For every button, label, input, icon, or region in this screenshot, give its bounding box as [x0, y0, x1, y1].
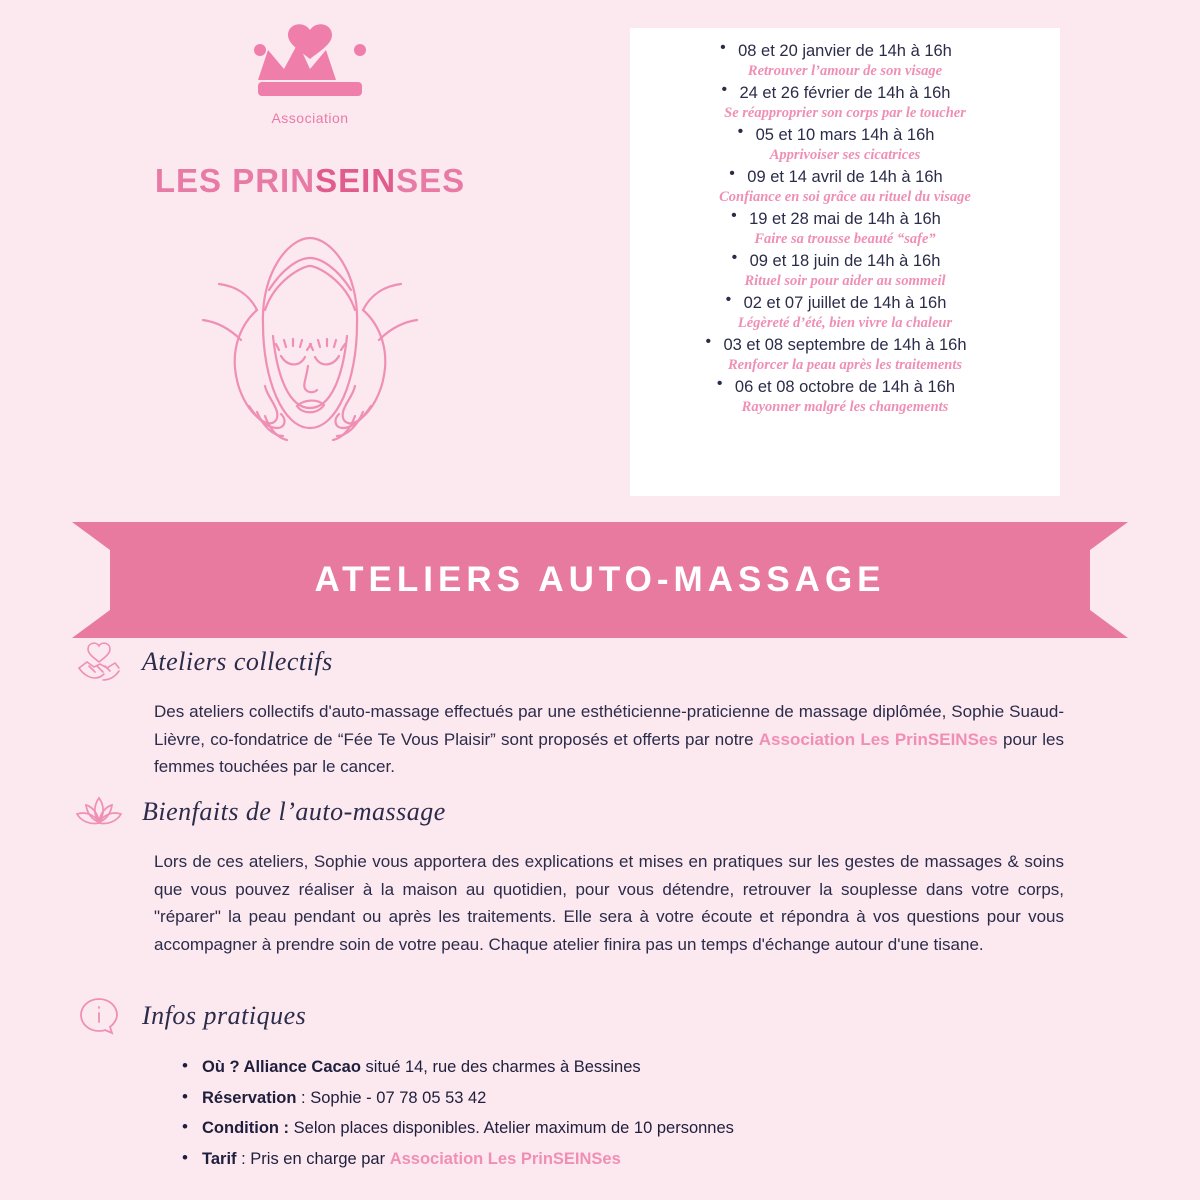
association-name-highlight: Association Les PrinSEINSes [758, 729, 998, 749]
schedule-entry [630, 82, 1060, 124]
schedule-date: • 09 et 14 avril de 14h à 16h [747, 166, 942, 187]
info-label: Réservation [202, 1088, 297, 1107]
schedule-entry [630, 208, 1060, 250]
info-value: : Pris en charge par [236, 1149, 390, 1168]
list-item [182, 1052, 1072, 1083]
logo-name-suffix: SES [396, 162, 466, 199]
banner-title: ATELIERS AUTO-MASSAGE [314, 560, 886, 599]
schedule-date: • 03 et 08 septembre de 14h à 16h [723, 334, 966, 355]
logo-name-highlight: SEIN [315, 162, 397, 199]
logo-name [100, 162, 520, 200]
schedule-date: • 08 et 20 janvier de 14h à 16h [738, 40, 952, 61]
info-value: situé 14, rue des charmes à Bessines [360, 1058, 641, 1076]
info-label: Où ? Alliance Cacao [202, 1058, 361, 1076]
schedule-date: • 09 et 18 juin de 14h à 16h [750, 250, 941, 271]
section-title: Infos pratiques [142, 1001, 307, 1030]
section-ateliers-collectifs [72, 636, 1072, 781]
schedule-date: • 02 et 07 juillet de 14h à 16h [744, 292, 947, 313]
schedule-entry [630, 334, 1060, 376]
section-header [72, 786, 1072, 838]
schedule-theme: Confiance en soi grâce au rituel du visage [719, 189, 971, 205]
schedule-theme: Apprivoiser ses cicatrices [769, 147, 921, 163]
list-item [182, 1144, 1072, 1175]
association-logo [100, 18, 520, 498]
title-banner [72, 522, 1128, 638]
section-body-part: Des ateliers collectifs d'auto-massage effectués par une esthéticienne-praticienne de massage diplômée, Sophie Suaud-Lièvre, co-fondatrice de “Fée Te Vous Plaisir” sont proposés et offerts par notre [154, 702, 1064, 749]
schedule-date: • 24 et 26 février de 14h à 16h [740, 82, 951, 103]
schedule-entry [630, 376, 1060, 418]
schedule-entry [630, 250, 1060, 292]
crown-icon [100, 18, 520, 138]
section-title: Bienfaits de l’auto-massage [142, 797, 446, 826]
list-item [182, 1113, 1072, 1144]
schedule-theme: Renforcer la peau après les traitements [727, 357, 962, 373]
schedule-date: • 05 et 10 mars 14h à 16h [756, 124, 935, 145]
section-title: Ateliers collectifs [142, 647, 333, 676]
logo-name-prefix: LES PRIN [154, 162, 316, 199]
schedule-card [630, 28, 1060, 496]
schedule-date: • 19 et 28 mai de 14h à 16h [749, 208, 941, 229]
infos-list [182, 1052, 1072, 1174]
association-name-highlight: Association Les PrinSEINSes [389, 1149, 621, 1168]
schedule-theme: Retrouver l’amour de son visage [747, 63, 943, 79]
info-icon [72, 995, 126, 1037]
schedule-theme: Rituel soir pour aider au sommeil [744, 273, 946, 289]
schedule-entry [630, 292, 1060, 334]
self-massage-face-illustration [100, 206, 520, 506]
section-body [154, 698, 1064, 781]
schedule-theme: Légèreté d’été, bien vivre la chaleur [737, 315, 953, 331]
association-word: Association [271, 110, 349, 126]
schedule-list [630, 40, 1060, 418]
schedule-theme: Faire sa trousse beauté “safe” [754, 231, 936, 247]
section-infos-pratiques [72, 990, 1072, 1174]
list-item [182, 1083, 1072, 1114]
schedule-theme: Rayonner malgré les changements [741, 399, 949, 415]
section-bienfaits [72, 786, 1072, 958]
schedule-date: • 06 et 08 octobre de 14h à 16h [735, 376, 955, 397]
info-label: Condition : [202, 1119, 290, 1138]
schedule-entry [630, 124, 1060, 166]
section-header [72, 990, 1072, 1042]
section-header [72, 636, 1072, 688]
info-label: Tarif [202, 1149, 237, 1168]
handshake-heart-icon [72, 640, 126, 684]
schedule-entry [630, 40, 1060, 82]
section-body: Lors de ces ateliers, Sophie vous apportera des explications et mises en pratiques sur les gestes de massages & soins que vous pouvez réaliser à la maison au quotidien, pour vous détendre, retrouver la souplesse dans votre corps, "réparer" la peau pendant ou après les traitements. Elle sera à votre écoute et répondra à vos questions pour vous accompagner à prendre soin de votre peau. Chaque atelier finira pas un temps d'échange autour d'une tisane. [154, 852, 1064, 954]
schedule-entry [630, 166, 1060, 208]
info-value: Selon places disponibles. Atelier maximum de 10 personnes [289, 1119, 734, 1138]
section-body-part: pour les femmes touchées par le cancer. [154, 729, 1064, 777]
lotus-icon [72, 792, 126, 832]
schedule-theme: Se réapproprier son corps par le toucher [724, 105, 966, 121]
info-value: : Sophie - 07 78 05 53 42 [296, 1088, 487, 1107]
